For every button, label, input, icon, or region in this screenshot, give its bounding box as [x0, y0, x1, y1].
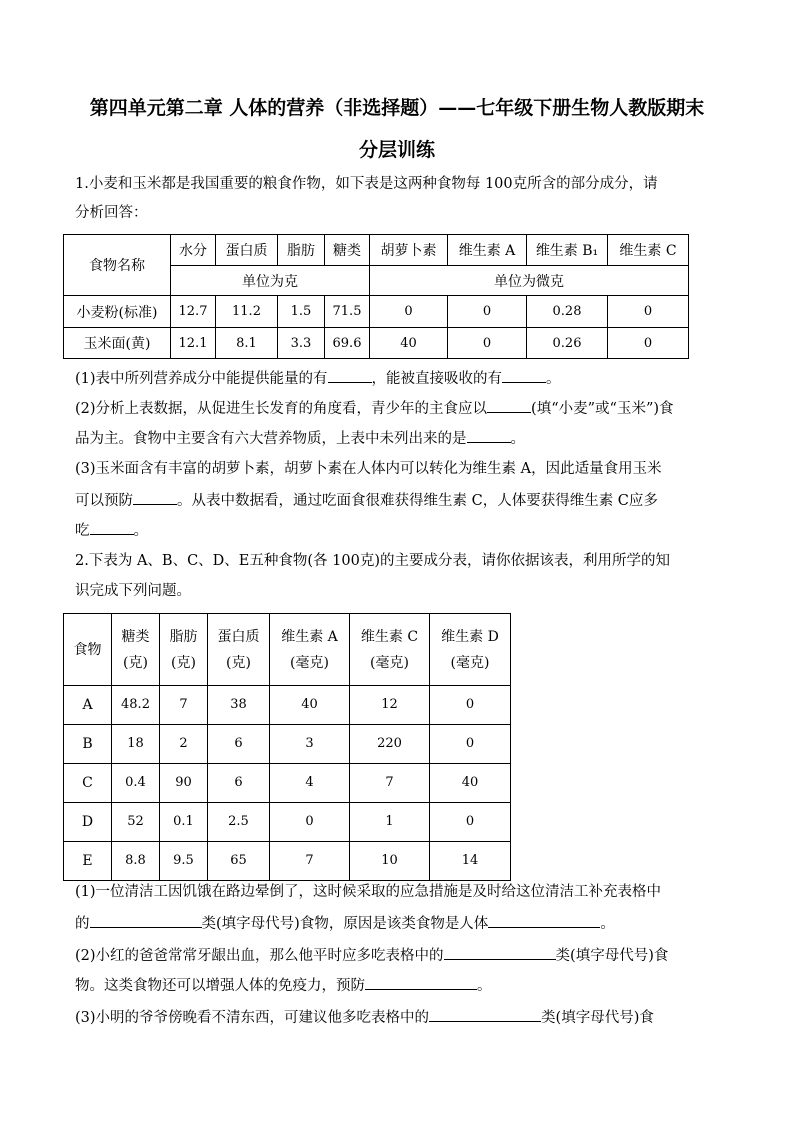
table-cell: 40: [430, 764, 511, 803]
table-cell: 12.7: [171, 296, 216, 328]
page-title: 第四单元第二章 人体的营养（非选择题）——七年级下册生物人教版期末: [89, 97, 705, 119]
table-row: [64, 803, 511, 842]
table-cell: 2.5: [208, 803, 270, 842]
header-cell: 水分: [171, 235, 216, 266]
q1-nutrition-table: [63, 234, 689, 359]
table-cell: 0: [608, 296, 689, 328]
table-cell: 0: [430, 725, 511, 764]
q2-part1: (1)一位清洁工因饥饿在路边晕倒了，这时候采取的应急措施是及时给这位清洁工补充表格中: [75, 884, 662, 900]
table-cell: 65: [208, 842, 270, 881]
header-cell: 脂肪: [278, 235, 325, 266]
header-cell: 蛋白质 (克): [208, 614, 270, 686]
q1-part3: (3)玉米面含有丰富的胡萝卜素，胡萝卜素在人体内可以转化为维生素 A，因此适量食用玉米: [75, 461, 662, 477]
table-cell: 0.28: [527, 296, 608, 328]
table-row: [64, 686, 511, 725]
table-cell: 0: [430, 803, 511, 842]
table-cell: D: [64, 803, 112, 842]
answer-blank[interactable]: [467, 427, 511, 443]
table-cell: 40: [370, 328, 448, 359]
answer-blank[interactable]: [429, 1006, 541, 1022]
table-cell: E: [64, 842, 112, 881]
table-cell: 12: [350, 686, 430, 725]
table-cell: 3: [270, 725, 350, 764]
unit-microgram: 单位为微克: [370, 266, 689, 296]
table-cell: 71.5: [325, 296, 370, 328]
table-cell: 7: [270, 842, 350, 881]
table-cell: 0: [430, 686, 511, 725]
answer-blank[interactable]: [488, 912, 600, 928]
header-cell: 维生素 A: [448, 235, 527, 266]
table-cell: 3.3: [278, 328, 325, 359]
table-cell: 1: [350, 803, 430, 842]
q2-part3: (3)小明的爷爷傍晚看不清东西，可建议他多吃表格中的 类(填字母代号)食: [75, 1006, 654, 1028]
table-cell: 38: [208, 686, 270, 725]
q2-part1-cont: 的 类(填字母代号)食物，原因是该类食物是人体 。: [75, 912, 615, 934]
header-cell: 糖类 (克): [112, 614, 160, 686]
table-cell: 0: [608, 328, 689, 359]
q2-part2-cont: 物。这类食物还可以增强人体的免疫力，预防 。: [75, 974, 492, 996]
q2-food-table: [63, 613, 511, 881]
answer-blank[interactable]: [502, 367, 546, 383]
table-cell: A: [64, 686, 112, 725]
answer-blank[interactable]: [365, 974, 477, 990]
table-cell: 4: [270, 764, 350, 803]
q1-part1: (1)表中所列营养成分中能提供能量的有 ，能被直接吸收的有 。: [75, 367, 561, 389]
header-cell: 胡萝卜素: [370, 235, 448, 266]
header-cell: 维生素 C (毫克): [350, 614, 430, 686]
table-cell: 18: [112, 725, 160, 764]
table-cell: 0.4: [112, 764, 160, 803]
table-cell: 7: [350, 764, 430, 803]
answer-blank[interactable]: [487, 397, 531, 413]
table-cell: 12.1: [171, 328, 216, 359]
table-cell: 11.2: [216, 296, 278, 328]
answer-blank[interactable]: [444, 944, 556, 960]
q2-intro: 2.下表为 A、B、C、D、E五种食物(各 100克)的主要成分表，请你依据该表，利用所学的知: [75, 553, 670, 569]
table-cell: 48.2: [112, 686, 160, 725]
answer-blank[interactable]: [328, 367, 372, 383]
header-food-name: 食物名称: [64, 235, 171, 296]
header-cell: 蛋白质: [216, 235, 278, 266]
answer-blank[interactable]: [133, 489, 177, 505]
table-cell: 6: [208, 725, 270, 764]
table-cell: 40: [270, 686, 350, 725]
table-cell: 7: [160, 686, 208, 725]
header-cell: 维生素 A (毫克): [270, 614, 350, 686]
table-cell: 1.5: [278, 296, 325, 328]
table-row: [64, 725, 511, 764]
table-cell: 69.6: [325, 328, 370, 359]
q1-part2-cont: 品为主。食物中主要含有六大营养物质，上表中未列出来的是 。: [75, 427, 525, 449]
table-row: [64, 764, 511, 803]
table-cell: 2: [160, 725, 208, 764]
q1-part3-end: 吃 。: [75, 519, 148, 541]
q2-intro-cont: 识完成下列问题。: [75, 583, 191, 599]
q1-intro: 1.小麦和玉米都是我国重要的粮食作物，如下表是这两种食物每 100克所含的部分成分，请: [75, 176, 658, 192]
table-row: [64, 296, 689, 328]
answer-blank[interactable]: [90, 519, 134, 535]
table-cell: 0.26: [527, 328, 608, 359]
table-cell: 0: [270, 803, 350, 842]
table-cell: C: [64, 764, 112, 803]
row-food-name: 小麦粉(标准): [64, 296, 171, 328]
table-cell: 220: [350, 725, 430, 764]
table-cell: 0: [448, 328, 527, 359]
table-cell: 9.5: [160, 842, 208, 881]
table-cell: 52: [112, 803, 160, 842]
table-cell: 90: [160, 764, 208, 803]
header-cell: 维生素 D (毫克): [430, 614, 511, 686]
q2-part2: (2)小红的爸爸常常牙龈出血，那么他平时应多吃表格中的 类(填字母代号)食: [75, 944, 668, 966]
unit-gram: 单位为克: [171, 266, 370, 296]
header-cell: 食物: [64, 614, 112, 686]
table-cell: 14: [430, 842, 511, 881]
table-cell: 8.8: [112, 842, 160, 881]
page-title-line2: 分层训练: [358, 139, 435, 161]
header-cell: 维生素 B₁: [527, 235, 608, 266]
table-cell: B: [64, 725, 112, 764]
header-cell: 脂肪 (克): [160, 614, 208, 686]
table-cell: 0: [448, 296, 527, 328]
q1-part2: (2)分析上表数据，从促进生长发育的角度看，青少年的主食应以 (填“小麦”或“玉米”)食: [75, 397, 674, 419]
table-cell: 10: [350, 842, 430, 881]
answer-blank[interactable]: [90, 912, 202, 928]
q1-part3-cont: 可以预防 。从表中数据看，通过吃面食很难获得维生素 C，人体要获得维生素 C应多: [75, 489, 658, 511]
table-cell: 0: [370, 296, 448, 328]
table-cell: 8.1: [216, 328, 278, 359]
table-row: [64, 328, 689, 359]
table-row: [64, 842, 511, 881]
header-cell: 维生素 C: [608, 235, 689, 266]
table-cell: 6: [208, 764, 270, 803]
table-cell: 0.1: [160, 803, 208, 842]
q1-intro-cont: 分析回答：: [75, 205, 148, 221]
row-food-name: 玉米面(黄): [64, 328, 171, 359]
header-cell: 糖类: [325, 235, 370, 266]
